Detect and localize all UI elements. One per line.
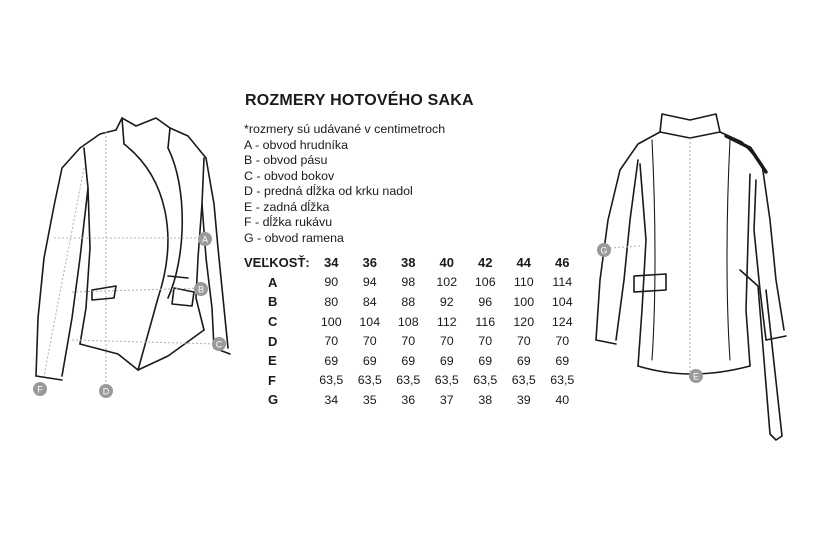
table-cell: 69 xyxy=(439,353,454,368)
table-cell: 96 xyxy=(478,294,493,309)
svg-text:B: B xyxy=(197,284,205,295)
row-label: A xyxy=(268,274,278,290)
size-col-header: 34 xyxy=(324,255,339,271)
table-cell: 69 xyxy=(401,353,416,368)
table-cell: 63,5 xyxy=(434,373,459,388)
table-cell: 69 xyxy=(324,353,339,368)
table-cell: 40 xyxy=(555,392,570,407)
table-cell: 104 xyxy=(551,294,573,309)
size-header-label: VEĽKOSŤ: xyxy=(244,255,310,271)
size-col-header: 44 xyxy=(516,255,531,271)
front-jacket-sketch xyxy=(18,108,248,408)
legend-item-f: F - dĺžka rukávu xyxy=(244,215,333,229)
table-cell: 106 xyxy=(474,275,496,290)
table-row xyxy=(240,292,582,312)
table-cell: 110 xyxy=(513,275,534,290)
table-cell: 39 xyxy=(516,392,531,407)
table-row xyxy=(240,390,582,410)
row-label: G xyxy=(268,392,279,408)
table-cell: 114 xyxy=(552,275,573,290)
table-cell: 63,5 xyxy=(550,373,575,388)
page-title: ROZMERY HOTOVÉHO SAKA xyxy=(245,92,474,109)
table-cell: 34 xyxy=(324,392,339,407)
table-cell: 70 xyxy=(401,334,416,349)
table-cell: 69 xyxy=(478,353,493,368)
table-cell: 124 xyxy=(551,314,573,329)
table-cell: 112 xyxy=(436,314,457,329)
legend-item-e: E - zadná dĺžka xyxy=(244,199,330,214)
table-cell: 36 xyxy=(401,392,416,407)
table-cell: 70 xyxy=(324,334,339,349)
table-cell: 70 xyxy=(555,334,570,349)
svg-text:F: F xyxy=(37,384,43,395)
row-label: F xyxy=(268,372,276,388)
size-col-header: 38 xyxy=(401,255,416,271)
marker-f xyxy=(33,382,47,396)
table-cell: 70 xyxy=(516,334,531,349)
table-row xyxy=(240,351,582,371)
table-cell: 63,5 xyxy=(357,373,382,388)
marker-g xyxy=(597,243,611,257)
table-cell: 63,5 xyxy=(396,373,421,388)
size-table xyxy=(240,253,582,410)
table-cell: 63,5 xyxy=(511,373,536,388)
table-cell: 98 xyxy=(401,275,416,290)
table-cell: 69 xyxy=(555,353,570,368)
row-label: B xyxy=(268,294,278,310)
table-cell: 100 xyxy=(513,294,535,309)
table-row xyxy=(240,273,582,293)
table-row xyxy=(240,371,582,391)
table-cell: 35 xyxy=(362,392,377,407)
svg-text:E: E xyxy=(692,371,700,382)
table-cell: 88 xyxy=(401,294,416,309)
back-jacket-sketch xyxy=(590,100,810,450)
table-cell: 70 xyxy=(478,334,493,349)
table-row xyxy=(240,312,582,332)
legend-item-a: A - obvod hrudníka xyxy=(244,137,349,152)
svg-text:G: G xyxy=(600,245,608,256)
row-label: D xyxy=(268,333,278,349)
table-row xyxy=(240,331,582,351)
size-col-header: 46 xyxy=(555,255,570,271)
table-cell: 63,5 xyxy=(319,373,344,388)
table-cell: 84 xyxy=(362,294,377,309)
size-header-row xyxy=(240,253,582,273)
legend-item-g: G - obvod ramena xyxy=(244,230,344,245)
table-cell: 104 xyxy=(359,314,381,329)
table-cell: 70 xyxy=(439,334,454,349)
table-cell: 90 xyxy=(324,275,339,290)
marker-e xyxy=(689,369,703,383)
table-cell: 70 xyxy=(362,334,377,349)
measurement-legend xyxy=(244,122,445,246)
row-label: C xyxy=(268,314,278,330)
legend-item-b: B - obvod pásu xyxy=(244,153,328,167)
table-cell: 120 xyxy=(513,314,535,329)
size-col-header: 36 xyxy=(362,255,377,271)
marker-d xyxy=(99,384,113,398)
legend-item-d: D - predná dĺžka od krku nadol xyxy=(244,184,413,198)
table-cell: 63,5 xyxy=(473,373,498,388)
legend-note: *rozmery sú udávané v centimetroch xyxy=(244,122,446,136)
table-cell: 38 xyxy=(478,392,493,407)
marker-c xyxy=(212,337,226,351)
size-col-header: 42 xyxy=(478,255,493,271)
svg-text:A: A xyxy=(201,234,209,245)
legend-item-c: C - obvod bokov xyxy=(244,168,335,183)
svg-text:D: D xyxy=(102,386,110,397)
table-cell: 102 xyxy=(436,275,458,290)
table-cell: 69 xyxy=(362,353,377,368)
table-cell: 69 xyxy=(516,353,531,368)
table-cell: 108 xyxy=(397,314,419,329)
table-cell: 92 xyxy=(439,294,454,309)
marker-b xyxy=(194,282,208,296)
table-cell: 100 xyxy=(320,314,342,329)
table-cell: 37 xyxy=(439,392,454,407)
row-label: E xyxy=(268,353,277,369)
table-cell: 116 xyxy=(475,314,496,329)
size-col-header: 40 xyxy=(439,255,454,271)
table-cell: 80 xyxy=(324,294,339,309)
table-cell: 94 xyxy=(362,275,377,290)
svg-text:C: C xyxy=(215,339,223,350)
marker-a xyxy=(198,232,212,246)
